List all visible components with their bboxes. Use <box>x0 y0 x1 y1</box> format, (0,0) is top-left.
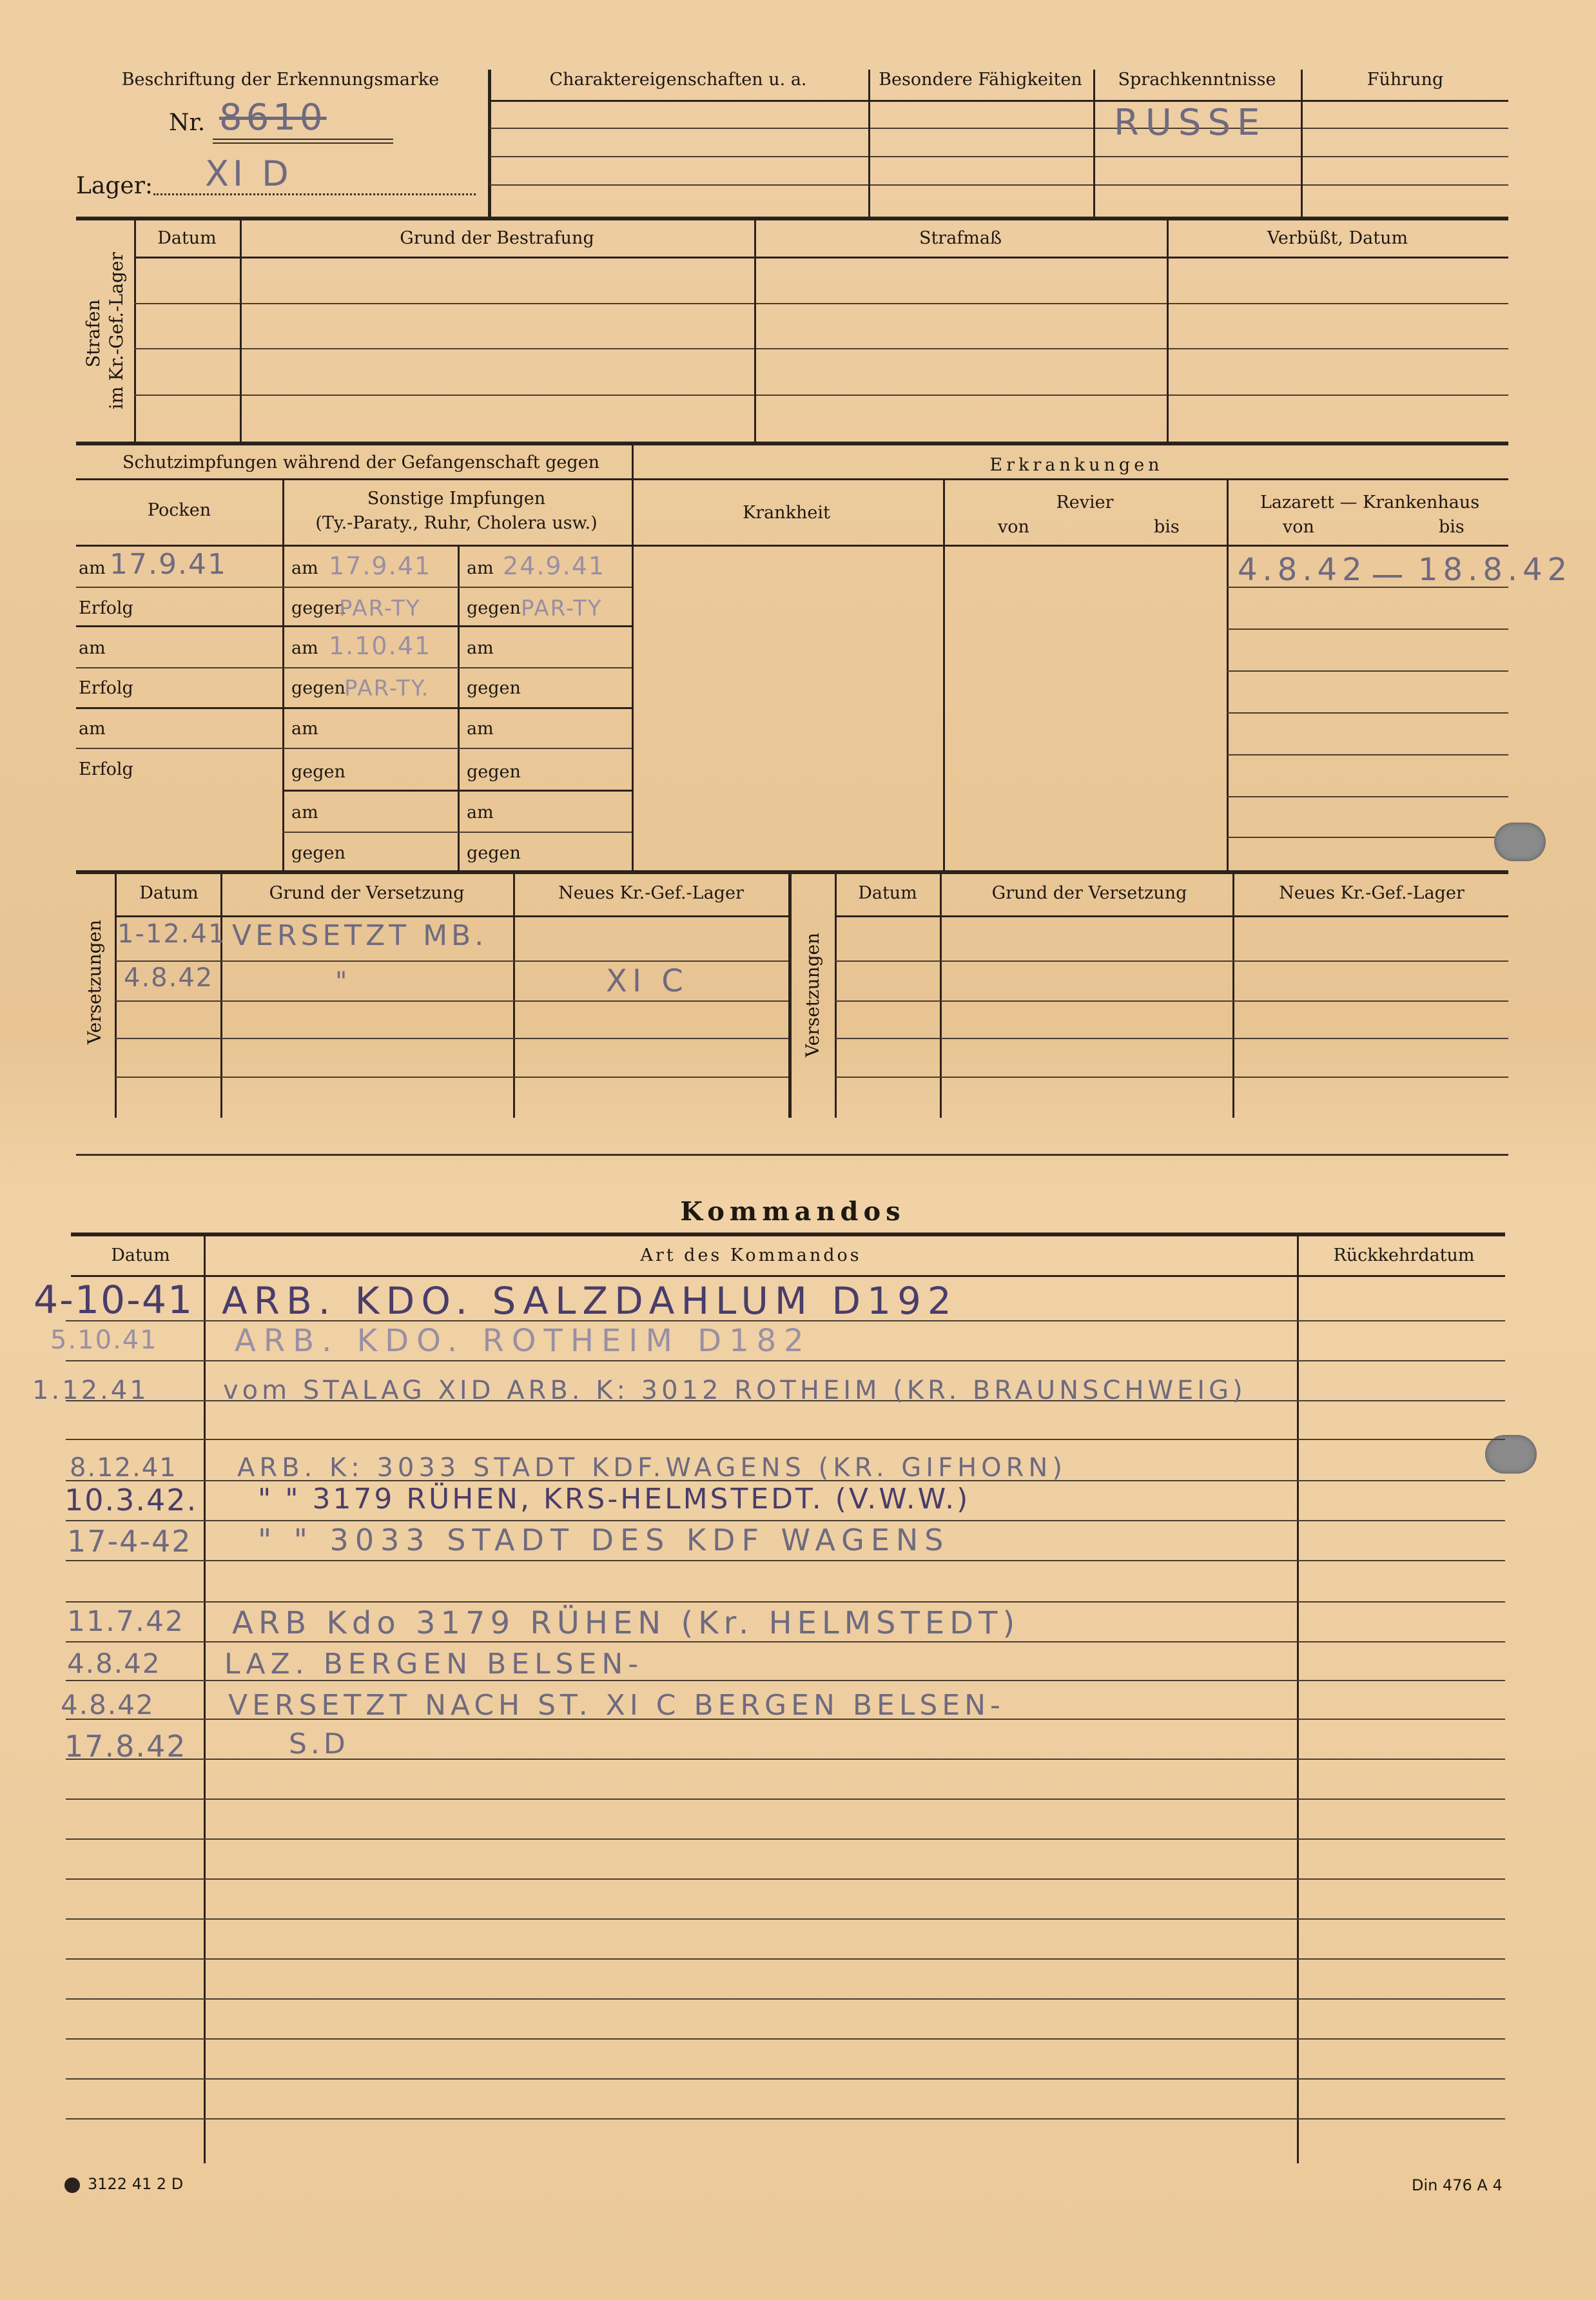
punch-hole <box>1494 823 1546 861</box>
kdo-row-7-datum: 11.7.42 <box>67 1605 184 1638</box>
kommandos-row-line <box>66 2078 1505 2080</box>
kdo-row-10-art: S.D <box>289 1728 349 1760</box>
impf-head-rule <box>76 545 1508 547</box>
impf-row <box>76 748 632 749</box>
strafen-col-grund: Grund der Bestrafung <box>400 228 594 248</box>
impf-row <box>76 667 632 668</box>
strafen-side-line <box>134 219 136 442</box>
kdo-row-5-datum: 10.3.42. <box>64 1483 198 1517</box>
kdo-row-3-art: vom STALAG XID ARB. K: 3012 ROTHEIM (KR. BRAUNSCHWEIG) <box>223 1376 1247 1405</box>
pocken-am-2: am <box>79 638 106 658</box>
kommandos-row-line <box>66 2038 1505 2040</box>
kommandos-row-line <box>66 1878 1505 1880</box>
impf-row <box>76 707 632 709</box>
col-charakter: Charaktereigenschaften u. a. <box>549 70 807 90</box>
kommandos-row-line <box>66 1360 1505 1361</box>
kommandos-row-line <box>66 2118 1505 2120</box>
versetz-side-label-right: Versetzungen <box>802 932 823 1057</box>
nr-value: 8610 <box>219 97 327 139</box>
kommandos-row-line <box>66 1439 1505 1440</box>
header-col-line <box>868 70 870 217</box>
pocken-erfolg-3: Erfolg <box>79 759 133 779</box>
strafen-side-label-2: im Kr.-Gef.-Lager <box>106 252 127 409</box>
kommandos-col <box>1297 1235 1299 2163</box>
versetz-top-rule <box>76 870 1508 874</box>
sonst-gegen-2a-value: PAR-TY. <box>344 676 430 701</box>
kdo-row-6-art: " " 3033 STADT DES KDF WAGENS <box>258 1523 950 1557</box>
kommandos-row-line <box>66 1958 1505 1960</box>
strafen-col-datum: Datum <box>157 228 217 248</box>
lazarett-bis: bis <box>1439 517 1465 537</box>
erkr-row <box>1227 712 1508 714</box>
kdo-row-1-art: ARB. KDO. SALZDAHLUM D192 <box>222 1279 958 1323</box>
header-col-line <box>1301 70 1303 217</box>
impf-top-rule <box>76 442 1508 445</box>
versetz-r-col-lager: Neues Kr.-Gef.-Lager <box>1279 883 1465 903</box>
erkr-row <box>1227 629 1508 630</box>
impf-row <box>282 790 632 792</box>
sonst-gegen: gegen <box>291 762 345 782</box>
col-sprach: Sprachkenntnisse <box>1118 70 1276 90</box>
sonst-gegen: gegen <box>467 843 521 863</box>
header-rule <box>490 100 1508 102</box>
erkr-col <box>1227 480 1229 870</box>
impf-row <box>282 832 632 833</box>
versetz-side-line <box>115 873 117 1118</box>
versetz-side-label-left: Versetzungen <box>84 919 105 1044</box>
impf-row <box>76 587 632 588</box>
din-code: Din 476 A 4 <box>1412 2176 1503 2194</box>
impf-col-pocken: Pocken <box>147 500 211 520</box>
lager-label: Lager: <box>76 173 153 199</box>
header-col-line <box>1093 70 1095 217</box>
punch-hole <box>1485 1435 1537 1474</box>
versetz-col <box>940 873 942 1118</box>
versetz-divider <box>790 873 792 1118</box>
sonst-am: am <box>291 803 318 823</box>
header-rule <box>490 184 1508 186</box>
versetz-col <box>1232 873 1234 1118</box>
versetz-row <box>115 1077 788 1078</box>
kommandos-col-rueckkehr: Rückkehrdatum <box>1333 1245 1475 1265</box>
kommandos-row-line <box>66 1998 1505 2000</box>
versetz-r-col-grund: Grund der Versetzung <box>991 883 1187 903</box>
versetz-row-2-grund: " <box>335 967 351 997</box>
fold-line <box>76 1154 1508 1156</box>
erkrankungen-title: Erkrankungen <box>989 455 1163 475</box>
sprach-value: RUSSE <box>1114 102 1267 144</box>
sonst-am-1a-value: 17.9.41 <box>329 552 432 580</box>
lazarett-bis-value: 18.8.42 <box>1418 552 1573 588</box>
kdo-row-10-datum: 17.8.42 <box>64 1729 187 1764</box>
impf-divider <box>632 445 634 870</box>
header-divider <box>488 70 491 217</box>
nr-underline <box>213 139 393 144</box>
versetz-row-1-datum: 1-12.41 <box>117 919 226 949</box>
erkr-col-revier: Revier <box>1056 492 1114 512</box>
strafen-top-rule <box>76 217 1508 220</box>
versetz-r-col-datum: Datum <box>858 883 917 903</box>
strafen-col <box>754 219 756 442</box>
lazarett-von: von <box>1283 517 1314 537</box>
revier-bis: bis <box>1154 517 1180 537</box>
kommandos-title: Kommandos <box>680 1196 906 1227</box>
impf-row <box>76 625 632 627</box>
sonst-gegen: gegen <box>467 598 521 618</box>
pocken-am-3: am <box>79 719 106 739</box>
strafen-col-verbuesst: Verbüßt, Datum <box>1267 228 1408 248</box>
kommandos-col <box>204 1235 206 2163</box>
versetz-row <box>115 960 788 962</box>
strafen-col <box>1167 219 1169 442</box>
lazarett-dash <box>1373 575 1402 578</box>
strafen-row <box>134 395 1508 396</box>
kdo-row-4-art: ARB. K: 3033 STADT KDF.WAGENS (KR. GIFHORN) <box>237 1453 1067 1483</box>
strafen-col-strafmass: Strafmaß <box>919 228 1002 248</box>
kommandos-row-line <box>66 1838 1505 1840</box>
kommandos-row-line <box>66 1759 1505 1760</box>
kommandos-col-datum: Datum <box>111 1245 170 1265</box>
versetz-row <box>115 1000 788 1002</box>
lazarett-von-value: 4.8.42 <box>1238 552 1367 588</box>
versetz-row <box>835 1038 1508 1039</box>
versetz-row-2-lager: XI C <box>606 963 688 999</box>
erkr-row <box>1227 754 1508 755</box>
sonst-gegen: gegen <box>291 678 345 698</box>
kommandos-head-rule <box>71 1275 1505 1277</box>
kommandos-row-line <box>66 1601 1505 1603</box>
lager-dotline <box>153 193 476 195</box>
pocken-am-1: am <box>79 558 106 578</box>
erkr-col <box>943 480 945 870</box>
sonst-am-2a-value: 1.10.41 <box>329 632 432 660</box>
kdo-row-6-datum: 17-4-42 <box>67 1524 192 1559</box>
strafen-head-rule <box>134 257 1508 258</box>
versetz-head-rule <box>835 915 1508 917</box>
sonst-am: am <box>467 558 494 578</box>
erkr-row <box>1227 796 1508 797</box>
revier-von: von <box>998 517 1029 537</box>
kommandos-col-art: Art des Kommandos <box>640 1245 862 1265</box>
versetz-row-2-datum: 4.8.42 <box>124 963 214 993</box>
kdo-row-9-datum: 4.8.42 <box>61 1689 155 1720</box>
sonst-gegen: gegen <box>467 762 521 782</box>
header-rule <box>490 128 1508 129</box>
kdo-row-2-datum: 5.10.41 <box>50 1325 158 1355</box>
kdo-row-1-datum: 4-10-41 <box>34 1278 194 1323</box>
strafen-col <box>240 219 242 442</box>
versetz-row <box>835 960 1508 962</box>
kommandos-row-line <box>66 1641 1505 1642</box>
nr-label: Nr. <box>169 110 206 136</box>
erkennungsmarke-label: Beschriftung der Erkennungsmarke <box>121 70 440 90</box>
pocken-erfolg-1: Erfolg <box>79 598 133 618</box>
impf-col <box>282 480 284 870</box>
versetz-col-lager: Neues Kr.-Gef.-Lager <box>558 883 744 903</box>
kdo-row-8-datum: 4.8.42 <box>67 1648 161 1679</box>
sonst-gegen: gegen <box>467 678 521 698</box>
impf-title: Schutzimpfungen während der Gefangenschaft gegen <box>122 453 599 473</box>
versetz-col <box>220 873 222 1118</box>
pocken-am-value: 17.9.41 <box>110 548 227 581</box>
sonst-am: am <box>291 558 318 578</box>
sonst-gegen-1a-value: PAR-TY <box>339 596 421 621</box>
sonst-gegen-1b-value: PAR-TY <box>521 596 603 621</box>
erkr-col-lazarett: Lazarett — Krankenhaus <box>1260 492 1480 512</box>
versetz-row <box>115 1038 788 1039</box>
sonst-am: am <box>291 719 318 739</box>
kdo-row-5-art: " " 3179 RÜHEN, KRS-HELMSTEDT. (V.W.W.) <box>258 1483 971 1515</box>
printer-mark-icon <box>64 2178 80 2193</box>
strafen-side-label: Strafen <box>83 299 104 367</box>
kommandos-row-line <box>66 1918 1505 1920</box>
versetz-col <box>513 873 515 1118</box>
versetz-col-grund: Grund der Versetzung <box>269 883 465 903</box>
pocken-erfolg-2: Erfolg <box>79 678 133 698</box>
kdo-row-8-art: LAZ. BERGEN BELSEN- <box>224 1648 644 1681</box>
lager-value: XI D <box>205 153 293 194</box>
strafen-row <box>134 348 1508 349</box>
impf-col-sonstige-2: (Ty.-Paraty., Ruhr, Cholera usw.) <box>315 513 598 533</box>
erkr-row <box>1227 837 1508 838</box>
kdo-row-3-datum: 1.12.41 <box>32 1376 149 1405</box>
kdo-row-7-art: ARB Kdo 3179 RÜHEN (Kr. HELMSTEDT) <box>232 1605 1020 1641</box>
col-fuehrung: Führung <box>1367 70 1444 90</box>
kommandos-row-line <box>66 1798 1505 1800</box>
versetz-col-datum: Datum <box>139 883 199 903</box>
sonst-gegen: gegen <box>291 843 345 863</box>
kommandos-row-line <box>66 1520 1505 1521</box>
erkr-row <box>1227 670 1508 672</box>
versetz-row-1-grund: VERSETZT MB. <box>232 919 488 952</box>
kdo-row-2-art: ARB. KDO. ROTHEIM D182 <box>235 1323 812 1359</box>
kdo-row-4-datum: 8.12.41 <box>70 1453 177 1483</box>
print-code: 3122 41 2 D <box>88 2175 184 2193</box>
kdo-row-9-art: VERSETZT NACH ST. XI C BERGEN BELSEN- <box>228 1689 1005 1722</box>
sonst-am: am <box>291 638 318 658</box>
versetz-row <box>835 1000 1508 1002</box>
sonst-am-1b-value: 24.9.41 <box>503 552 606 580</box>
sonst-am: am <box>467 638 494 658</box>
sonst-am: am <box>467 803 494 823</box>
kommandos-top-rule <box>71 1233 1505 1236</box>
versetz-head-rule <box>115 915 788 917</box>
impf-col-sonstige: Sonstige Impfungen <box>367 489 546 509</box>
impf-sub-rule <box>76 478 1508 480</box>
sonst-am: am <box>467 719 494 739</box>
strafen-row <box>134 303 1508 304</box>
sonst-gegen: gegen <box>291 598 345 618</box>
col-faehigkeiten: Besondere Fähigkeiten <box>879 70 1082 90</box>
versetz-side-line-right <box>835 873 837 1118</box>
erkr-col-krankheit: Krankheit <box>743 503 830 523</box>
header-rule <box>490 156 1508 157</box>
versetz-row <box>835 1077 1508 1078</box>
kommandos-row-line <box>66 1560 1505 1561</box>
